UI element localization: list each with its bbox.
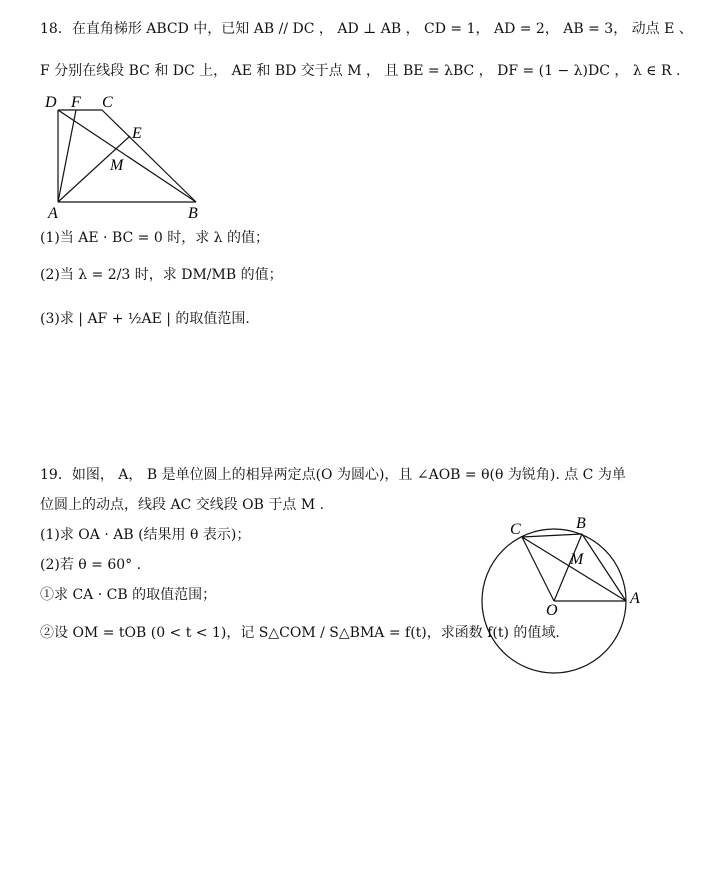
q19-sub2: ②设 OM = tOB (0 < t < 1)，记 S△COM / S△BMA = f(t)，求函数 f(t) 的值域. (40, 625, 560, 641)
label-E: E (132, 125, 142, 142)
q18-stem-line1: 18．在直角梯形 ABCD 中，已知 AB // DC ， AD ⊥ AB ， CD = 1， AD = 2， AB = 3， 动点 E 、 (40, 21, 693, 37)
label-M2: M (570, 551, 584, 568)
label-B: B (188, 205, 198, 222)
q18-stem-line2: F 分别在线段 BC 和 DC 上， AE 和 BD 交于点 M ， 且 BE = λBC ， DF = (1 − λ)DC ， λ ∈ R . (40, 63, 681, 79)
label-A: A (48, 205, 58, 222)
q19-stem-line1: 19．如图， A， B 是单位圆上的相异两定点(O 为圆心)，且 ∠AOB = θ(θ 为锐角). 点 C 为单 (40, 467, 626, 483)
label-A2: A (630, 590, 640, 607)
q19-stem-line2: 位圆上的动点，线段 AC 交线段 OB 于点 M . (40, 497, 325, 513)
q19-unit-circle-figure (470, 510, 650, 680)
label-M: M (110, 157, 124, 174)
label-F: F (71, 94, 81, 111)
q18-part3: (3)求 | AF + ½AE | 的取值范围. (40, 311, 250, 327)
q19-part1: (1)求 OA · AB (结果用 θ 表示)； (40, 527, 251, 543)
q18-part2: (2)当 λ = 2/3 时，求 DM/MB 的值； (40, 267, 283, 283)
label-C2: C (510, 521, 521, 538)
q18-part1: (1)当 AE · BC = 0 时，求 λ 的值； (40, 230, 269, 246)
label-O: O (546, 602, 558, 619)
q18-trapezoid-figure (40, 92, 220, 222)
q19-part2: (2)若 θ = 60° . (40, 557, 142, 573)
label-B2: B (576, 515, 586, 532)
label-C: C (102, 94, 113, 111)
label-D: D (45, 94, 57, 111)
q19-sub1: ①求 CA · CB 的取值范围； (40, 587, 217, 603)
